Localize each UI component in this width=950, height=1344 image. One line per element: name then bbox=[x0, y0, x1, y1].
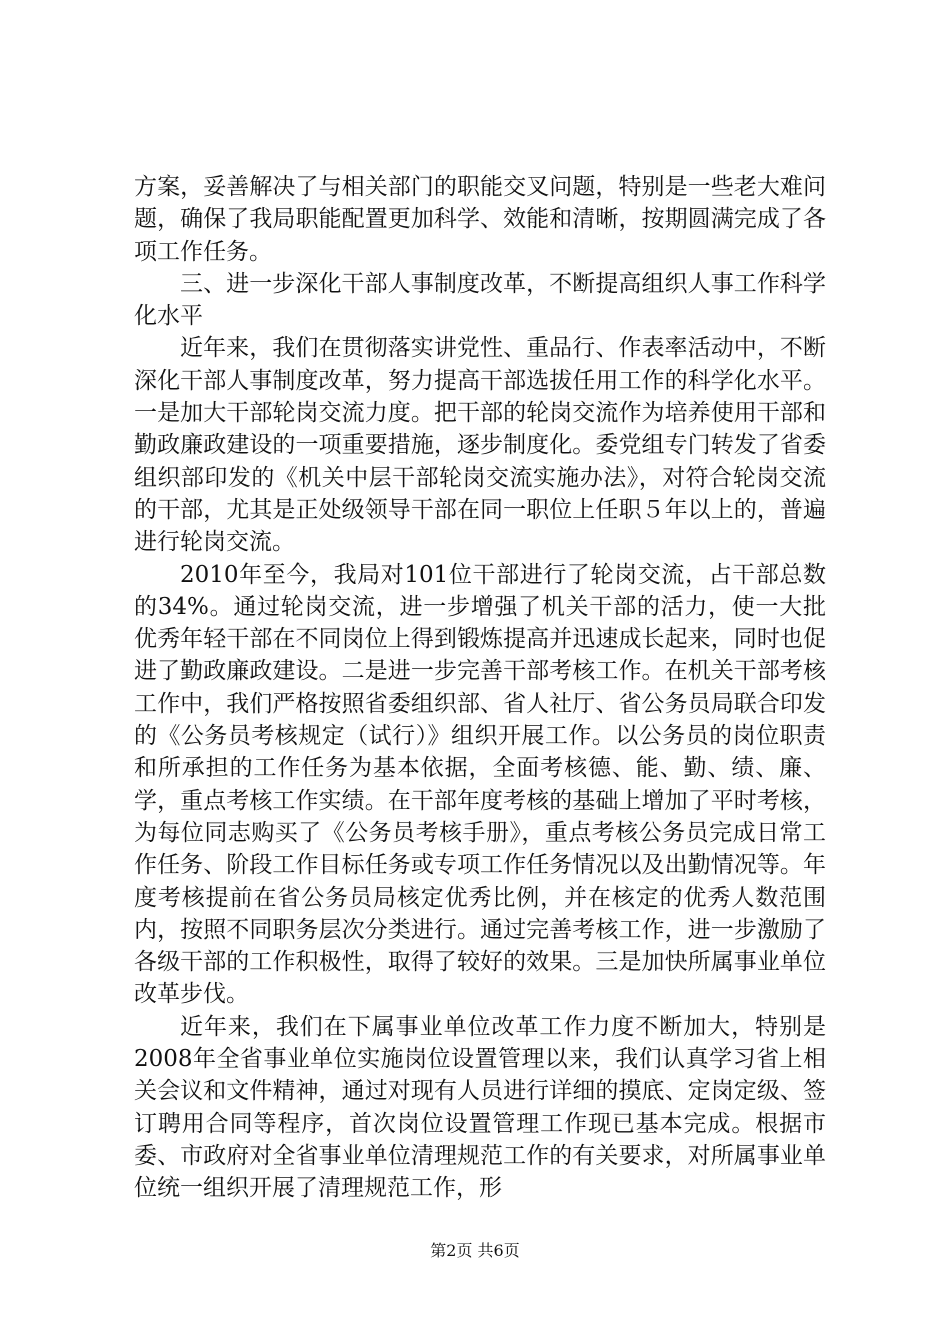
page-number-footer: 第2页 共6页 bbox=[430, 1241, 520, 1260]
paragraph-institution-reform: 近年来，我们在下属事业单位改革工作力度不断加大，特别是2008年全省事业单位实施岗位设置管理以来，我们认真学习省上相关会议和文件精神，通过对现有人员进行详细的摸底、定岗定级、签订聘用合同等程序，首次岗位设置管理工作现已基本完成。根据市委、市政府对全省事业单位清理规范工作的有关要求，对所属事业单位统一组织开展了清理规范工作，形 bbox=[134, 1013, 826, 1202]
paragraph-rotation-results: 2010年至今，我局对101位干部进行了轮岗交流，占干部总数的34%。通过轮岗交流，进一步增强了机关干部的活力，使一大批优秀年轻干部在不同岗位上得到锻炼提高并迅速成长起来，同时也促进了勤政廉政建设。二是进一步完善干部考核工作。在机关干部考核工作中，我们严格按照省委组织部、省人社厅、省公务员局联合印发的《公务员考核规定（试行）》组织开展工作。以公务员的岗位职责和所承担的工作任务为基本依据，全面考核德、能、勤、绩、廉、学，重点考核工作实绩。在干部年度考核的基础上增加了平时考核，为每位同志购买了《公务员考核手册》，重点考核公务员完成日常工作任务、阶段工作目标任务或专项工作任务情况以及出勤情况等。年度考核提前在省公务员局核定优秀比例，并在核定的优秀人数范围内，按照不同职务层次分类进行。通过完善考核工作，进一步激励了各级干部的工作积极性，取得了较好的效果。三是加快所属事业单位改革步伐。 bbox=[134, 561, 826, 1008]
document-body bbox=[134, 171, 826, 1205]
paragraph-continuation: 方案，妥善解决了与相关部门的职能交叉问题，特别是一些老大难问题，确保了我局职能配置更加科学、效能和清晰，按期圆满完成了各项工作任务。 bbox=[134, 174, 826, 265]
paragraph-cadre-rotation: 近年来，我们在贯彻落实讲党性、重品行、作表率活动中，不断深化干部人事制度改革，努力提高干部选拔任用工作的科学化水平。一是加大干部轮岗交流力度。把干部的轮岗交流作为培养使用干部和勤政廉政建设的一项重要措施，逐步制度化。委党组专门转发了省委组织部印发的《机关中层干部轮岗交流实施办法》，对符合轮岗交流的干部，尤其是正处级领导干部在同一职位上任职５年以上的，普遍进行轮岗交流。 bbox=[134, 335, 826, 556]
section-heading: 三、进一步深化干部人事制度改革，不断提高组织人事工作科学化水平 bbox=[134, 270, 826, 330]
